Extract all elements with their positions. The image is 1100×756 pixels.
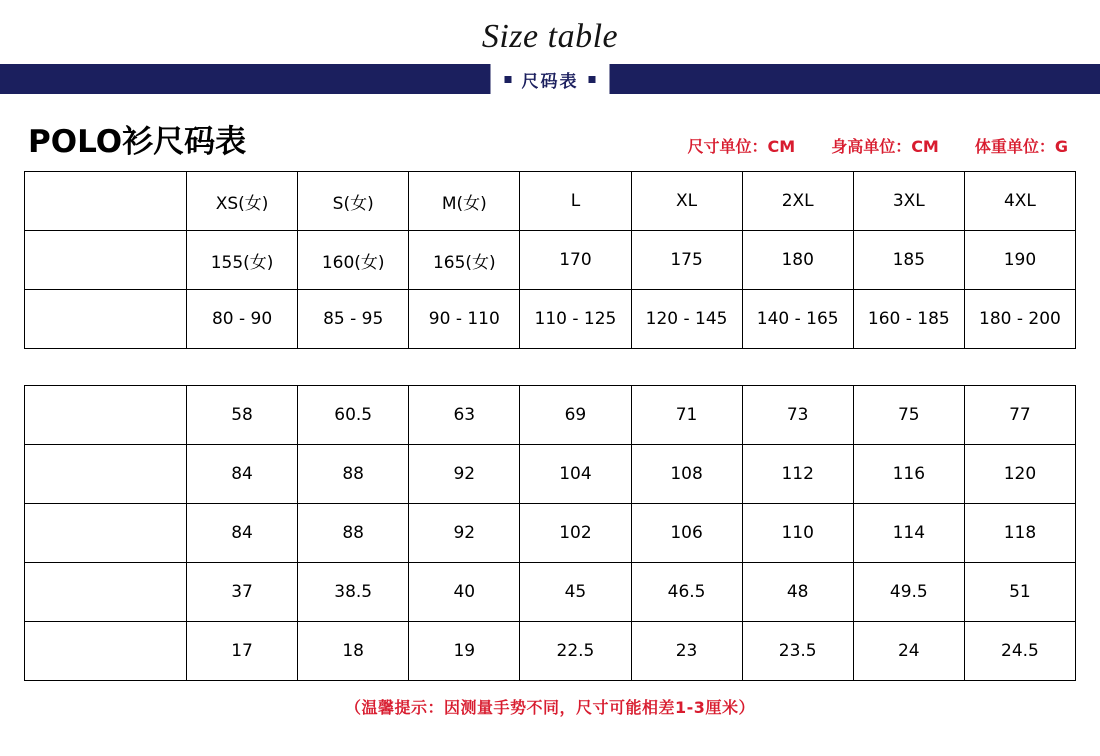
table-cell: 112 [742, 445, 853, 504]
table-cell: 75 [853, 386, 964, 445]
table-cell: 23.5 [742, 622, 853, 681]
table-cell: 160(女) [298, 231, 409, 290]
table-cell: 37 [187, 563, 298, 622]
corner-label-part: 部 位 [35, 206, 80, 224]
table-cell: 175 [631, 231, 742, 290]
column-header: 3XL [853, 172, 964, 231]
header-band [0, 64, 1100, 94]
table-cell: 45 [520, 563, 631, 622]
table-cell: 88 [298, 504, 409, 563]
table-cell: 69 [520, 386, 631, 445]
table-cell: 84 [187, 445, 298, 504]
table-cell: 185 [853, 231, 964, 290]
table-cell: 24 [853, 622, 964, 681]
unit-size: 尺寸单位：CM [687, 137, 796, 156]
table-cell: 170 [520, 231, 631, 290]
table-cell: 51 [964, 563, 1075, 622]
table-cell: 108 [631, 445, 742, 504]
row-label: 摆 围 [25, 504, 187, 563]
page-title: Size table [481, 18, 619, 55]
column-header: L [520, 172, 631, 231]
table-row [25, 290, 1076, 349]
table-cell: 58 [187, 386, 298, 445]
size-table-top [24, 171, 1076, 349]
square-bullet-left-icon [505, 76, 512, 83]
table-cell: 84 [187, 504, 298, 563]
table-row [25, 622, 1076, 681]
column-header: S(女) [298, 172, 409, 231]
column-header: XL [631, 172, 742, 231]
square-bullet-right-icon [589, 76, 596, 83]
table-spacer [24, 349, 1076, 385]
table-cell: 88 [298, 445, 409, 504]
table-cell: 48 [742, 563, 853, 622]
document-title: POLO衫尺码表 [28, 124, 247, 160]
table-cell: 120 - 145 [631, 290, 742, 349]
table-row [25, 386, 1076, 445]
table-cell: 180 [742, 231, 853, 290]
table-cell: 60.5 [298, 386, 409, 445]
column-header: XS(女) [187, 172, 298, 231]
table-cell: 85 - 95 [298, 290, 409, 349]
table-corner-cell [25, 172, 187, 231]
table-cell: 18 [298, 622, 409, 681]
header-subtitle: 尺码表 [521, 71, 579, 92]
table-cell: 49.5 [853, 563, 964, 622]
table-cell: 180 - 200 [964, 290, 1075, 349]
row-label: 前衣长 [25, 386, 187, 445]
table-cell: 90 - 110 [409, 290, 520, 349]
row-label: 袖 长 [25, 622, 187, 681]
measurement-note: （温馨提示：因测量手势不同，尺寸可能相差1-3厘米） [345, 698, 755, 717]
table-cell: 190 [964, 231, 1075, 290]
size-table-bottom [24, 385, 1076, 681]
table-cell: 92 [409, 504, 520, 563]
table-cell: 116 [853, 445, 964, 504]
table-cell: 22.5 [520, 622, 631, 681]
document-title-row [0, 94, 1100, 171]
table-cell: 140 - 165 [742, 290, 853, 349]
corner-label-spec: 规 格 [131, 179, 176, 197]
row-label: 肩 宽 [25, 563, 187, 622]
column-header: M(女) [409, 172, 520, 231]
table-cell: 63 [409, 386, 520, 445]
table-cell: 165(女) [409, 231, 520, 290]
table-cell: 17 [187, 622, 298, 681]
column-header: 2XL [742, 172, 853, 231]
table-cell: 155(女) [187, 231, 298, 290]
table-cell: 23 [631, 622, 742, 681]
table-row [25, 504, 1076, 563]
table-cell: 38.5 [298, 563, 409, 622]
table-cell: 24.5 [964, 622, 1075, 681]
row-label: 体 重 [25, 290, 187, 349]
row-label: 身 高 [25, 231, 187, 290]
row-label: 胸 围 [25, 445, 187, 504]
table-cell: 40 [409, 563, 520, 622]
unit-legend [688, 134, 1076, 161]
column-header: 4XL [964, 172, 1075, 231]
table-cell: 110 [742, 504, 853, 563]
table-cell: 120 [964, 445, 1075, 504]
table-cell: 19 [409, 622, 520, 681]
table-cell: 160 - 185 [853, 290, 964, 349]
table-cell: 102 [520, 504, 631, 563]
table-cell: 73 [742, 386, 853, 445]
unit-weight: 体重单位：G [974, 137, 1068, 156]
tables-container [0, 171, 1100, 718]
table-row [25, 563, 1076, 622]
table-row [25, 231, 1076, 290]
unit-height: 身高单位：CM [831, 137, 939, 156]
table-cell: 77 [964, 386, 1075, 445]
table-cell: 71 [631, 386, 742, 445]
table-cell: 106 [631, 504, 742, 563]
table-row [25, 445, 1076, 504]
header-band-label [491, 64, 610, 94]
table-cell: 104 [520, 445, 631, 504]
table-cell: 80 - 90 [187, 290, 298, 349]
table-header-row [25, 172, 1076, 231]
table-cell: 46.5 [631, 563, 742, 622]
table-cell: 114 [853, 504, 964, 563]
table-cell: 118 [964, 504, 1075, 563]
table-cell: 110 - 125 [520, 290, 631, 349]
table-cell: 92 [409, 445, 520, 504]
